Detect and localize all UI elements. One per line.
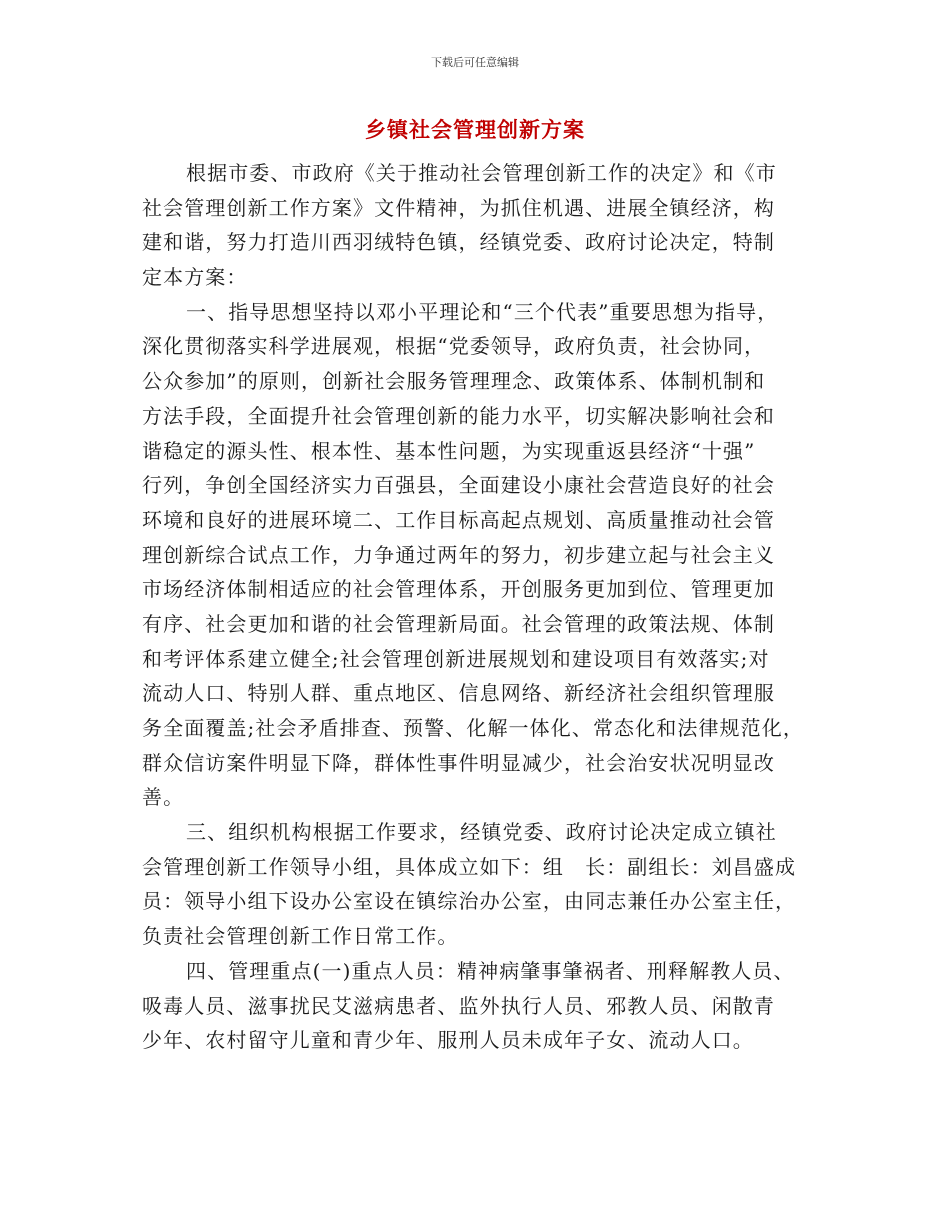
text-line: 建和谐，努力打造川西羽绒特色镇，经镇党委、政府讨论决定，特制 — [142, 230, 775, 255]
text-line: 善。 — [142, 785, 185, 810]
paragraph-1 — [142, 156, 814, 295]
text-line: 行列，争创全国经济实力百强县，全面建设小康社会营造良好的社会 — [142, 473, 775, 498]
page-header-note: 下载后可任意编辑 — [431, 56, 519, 69]
text-line: 深化贯彻落实科学进展观，根据“党委领导，政府负责，社会协同， — [142, 334, 766, 359]
text-line: 有序、社会更加和谐的社会管理新局面。社会管理的政策法规、体制 — [142, 611, 775, 636]
text-line: 流动人口、特别人群、重点地区、信息网络、新经济社会组织管理服 — [142, 681, 775, 706]
text-line: 三、组织机构根据工作要求，经镇党委、政府讨论决定成立镇社 — [186, 820, 777, 845]
text-line: 环境和良好的进展环境二、工作目标高起点规划、高质量推动社会管 — [142, 507, 775, 532]
text-line: 会管理创新工作领导小组，具体成立如下：组 长：副组长：刘昌盛成 — [142, 854, 797, 879]
text-line: 群众信访案件明显下降，群体性事件明显减少，社会治安状况明显改 — [142, 750, 775, 775]
text-line: 员：领导小组下设办公室设在镇综治办公室，由同志兼任办公室主任， — [142, 889, 797, 914]
text-line: 务全面覆盖;社会矛盾排查、预警、化解一体化、常态化和法律规范化， — [142, 716, 804, 740]
text-line: 负责社会管理创新工作日常工作。 — [142, 924, 459, 949]
text-line: 四、管理重点(一)重点人员：精神病肇事肇祸者、刑释解教人员、 — [186, 958, 795, 983]
document-title: 乡镇社会管理创新方案 — [365, 118, 585, 142]
text-line: 市场经济体制相适应的社会管理体系，开创服务更加到位、管理更加 — [142, 577, 775, 602]
text-line: 少年、农村留守儿童和青少年、服刑人员未成年子女、流动人口。 — [142, 1028, 754, 1053]
text-line: 谐稳定的源头性、根本性、基本性问题，为实现重返县经济“十强” — [142, 438, 756, 463]
text-line: 根据市委、市政府《关于推动社会管理创新工作的决定》和《市 — [186, 161, 777, 185]
text-line: 理创新综合试点工作，力争通过两年的努力，初步建立起与社会主义 — [142, 542, 775, 567]
text-line: 公众参加”的原则，创新社会服务管理理念、政策体系、体制机制和 — [142, 369, 766, 394]
text-line: 和考评体系建立健全;社会管理创新进展规划和建设项目有效落实;对 — [142, 646, 770, 671]
text-line: 社会管理创新工作方案》文件精神，为抓住机遇、进展全镇经济，构 — [142, 195, 775, 220]
text-line: 吸毒人员、滋事扰民艾滋病患者、监外执行人员、邪教人员、闲散青 — [142, 993, 775, 1018]
document-body — [142, 156, 814, 1058]
text-line: 方法手段，全面提升社会管理创新的能力水平，切实解决影响社会和 — [142, 403, 775, 428]
text-line: 一、指导思想坚持以邓小平理论和“三个代表”重要思想为指导， — [186, 299, 779, 324]
paragraph-4 — [142, 954, 814, 1058]
paragraph-2 — [142, 295, 814, 815]
text-line: 定本方案： — [142, 265, 248, 290]
paragraph-3 — [142, 815, 814, 954]
